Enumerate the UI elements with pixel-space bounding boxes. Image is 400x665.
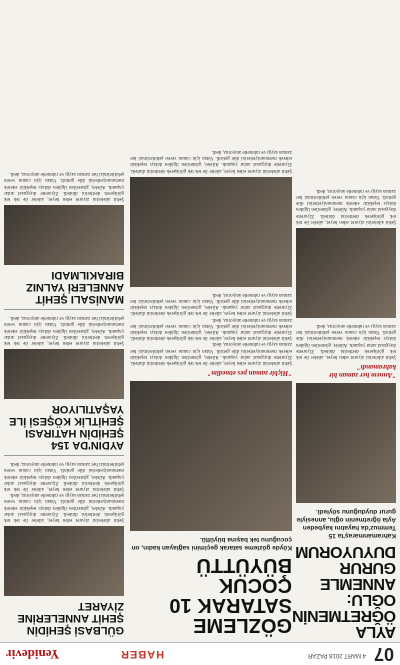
divider	[4, 309, 124, 310]
story3-headline: MANİSALI ŞEHİT ANNELERİ YALNIZ BIRAKILMADI	[26, 268, 124, 305]
left-lead: Kahramanmaraş'ta 15 Temmuz'da hayatını kaybeden Ayla öğretmenin oğlu, annesiyle gurur duyduğunu söyledi.	[296, 508, 396, 539]
middle-quote: "Hiçbir zaman pes etmedim"	[207, 369, 292, 377]
story1-photo	[4, 526, 124, 596]
left-photo	[296, 383, 396, 503]
middle-lead: Köyde gözleme satarak geçimini sağlayan kadın, on çocuğunu tek başına büyüttü.	[131, 536, 292, 551]
middle-body: Şehit ailelerini ziyaret eden heyet, aileler ile tek tek görüşerek dertlerini dinledi. Ziyarette duygusal anlar yaşandı. Aileler, gösterilen ilgiden dolayı teşekkür ederek memnuniyetlerini dile getirdi. Vatan için canını veren şehitlerimizi her zaman saygı ve rahmetle anıyoruz, dedi.	[130, 341, 292, 365]
story2-body: Şehit ailelerini ziyaret eden heyet, aileler ile tek tek görüşerek dertlerini dinledi. Ziyarette duygusal anlar yaşandı. Aileler, gösterilen ilgiden dolayı teşekkür ederek memnuniyetlerini dile getirdi. Vatan için canını veren şehitlerimizi her zaman saygı ve rahmetle anıyoruz, dedi.	[4, 315, 124, 345]
story1-headline: GÜLBASİ ŞEHİDİN ŞEHİT ANNELERİNE ZİYARET	[17, 600, 124, 636]
middle-headline: GÖZLEME SATARAK 10 ÇOCUK BÜYÜTTÜ	[169, 554, 292, 636]
left-column	[292, 187, 396, 640]
middle-column	[130, 148, 292, 639]
section-label: HABER	[120, 648, 165, 660]
story3-body: Şehit ailelerini ziyaret eden heyet, aileler ile tek tek görüşerek dertlerini dinledi. Ziyarette duygusal anlar yaşandı. Aileler, gösterilen ilgiden dolayı teşekkür ederek memnuniyetlerini dile getirdi. Vatan için canını veren şehitlerimizi her zaman saygı ve rahmetle anıyoruz, dedi.	[4, 171, 124, 201]
middle-body-2: Şehit ailelerini ziyaret eden heyet, aileler ile tek tek görüşerek dertlerini dinledi. Ziyarette duygusal anlar yaşandı. Aileler, gösterilen ilgiden dolayı teşekkür ederek memnuniyetlerini dile getirdi. Vatan için canını veren şehitlerimizi her zaman saygı ve rahmetle anıyoruz, dedi.	[130, 316, 292, 341]
right-column	[4, 170, 124, 639]
left-body: Şehit ailelerini ziyaret eden heyet, aileler ile tek tek görüşerek dertlerini dinledi. Ziyarette duygusal anlar yaşandı. Aileler, gösterilen ilgiden dolayı teşekkür ederek memnuniyetlerini dile getirdi. Vatan için canını veren şehitlerimizi her zaman saygı ve rahmetle anıyoruz, dedi.	[296, 322, 396, 359]
left-headline: AYLA ÖĞRETMENİN OĞLU: ANNEMLE GURUR DUYUYORUM	[292, 543, 396, 640]
middle-body-4: Şehit ailelerini ziyaret eden heyet, aileler ile tek tek görüşerek dertlerini dinledi. Ziyarette duygusal anlar yaşandı. Aileler, gösterilen ilgiden dolayı teşekkür ederek memnuniyetlerini dile getirdi. Vatan için canını veren şehitlerimizi her zaman saygı ve rahmetle anıyoruz, dedi.	[130, 148, 292, 173]
page-header	[0, 642, 400, 665]
newspaper-logo: Yenidevir	[6, 647, 60, 662]
middle-body-3: Şehit ailelerini ziyaret eden heyet, aileler ile tek tek görüşerek dertlerini dinledi. Ziyarette duygusal anlar yaşandı. Aileler, gösterilen ilgiden dolayı teşekkür ederek memnuniyetlerini dile getirdi. Vatan için canını veren şehitlerimizi her zaman saygı ve rahmetle anıyoruz, dedi.	[130, 291, 292, 316]
left-quote: "Annem her zaman bir kahramandı"	[328, 363, 396, 379]
middle-photo-2	[130, 177, 292, 287]
page-date: 4 MART 2018 PAZAR	[307, 652, 366, 658]
story3-photo	[4, 205, 124, 265]
left-body-2: Şehit ailelerini ziyaret eden heyet, aileler ile tek tek görüşerek dertlerini dinledi. Ziyarette duygusal anlar yaşandı. Aileler, gösterilen ilgiden dolayı teşekkür ederek memnuniyetlerini dile getirdi. Vatan için canını veren şehitlerimizi her zaman saygı ve rahmetle anıyoruz, dedi.	[296, 187, 396, 224]
divider	[4, 455, 124, 456]
story2-headline: AYDIN'DA 154 ŞEHİDİN HATIRASI ŞEHİTLİK KÖŞESİ İLE YAŞATILIYOR	[9, 402, 124, 451]
story1-body: Şehit ailelerini ziyaret eden heyet, aileler ile tek tek görüşerek dertlerini dinledi. Ziyarette duygusal anlar yaşandı. Aileler, gösterilen ilgiden dolayı teşekkür ederek memnuniyetlerini dile getirdi. Vatan için canını veren şehitlerimizi her zaman saygı ve rahmetle anıyoruz, dedi.	[4, 492, 124, 522]
middle-photo	[130, 381, 292, 531]
story1-body-2: Şehit ailelerini ziyaret eden heyet, aileler ile tek tek görüşerek dertlerini dinledi. Ziyarette duygusal anlar yaşandı. Aileler, gösterilen ilgiden dolayı teşekkür ederek memnuniyetlerini dile getirdi. Vatan için canını veren şehitlerimizi her zaman saygı ve rahmetle anıyoruz, dedi.	[4, 461, 124, 491]
story2-photo	[4, 349, 124, 399]
page-number: 07	[373, 644, 394, 664]
left-photo-2	[296, 228, 396, 318]
